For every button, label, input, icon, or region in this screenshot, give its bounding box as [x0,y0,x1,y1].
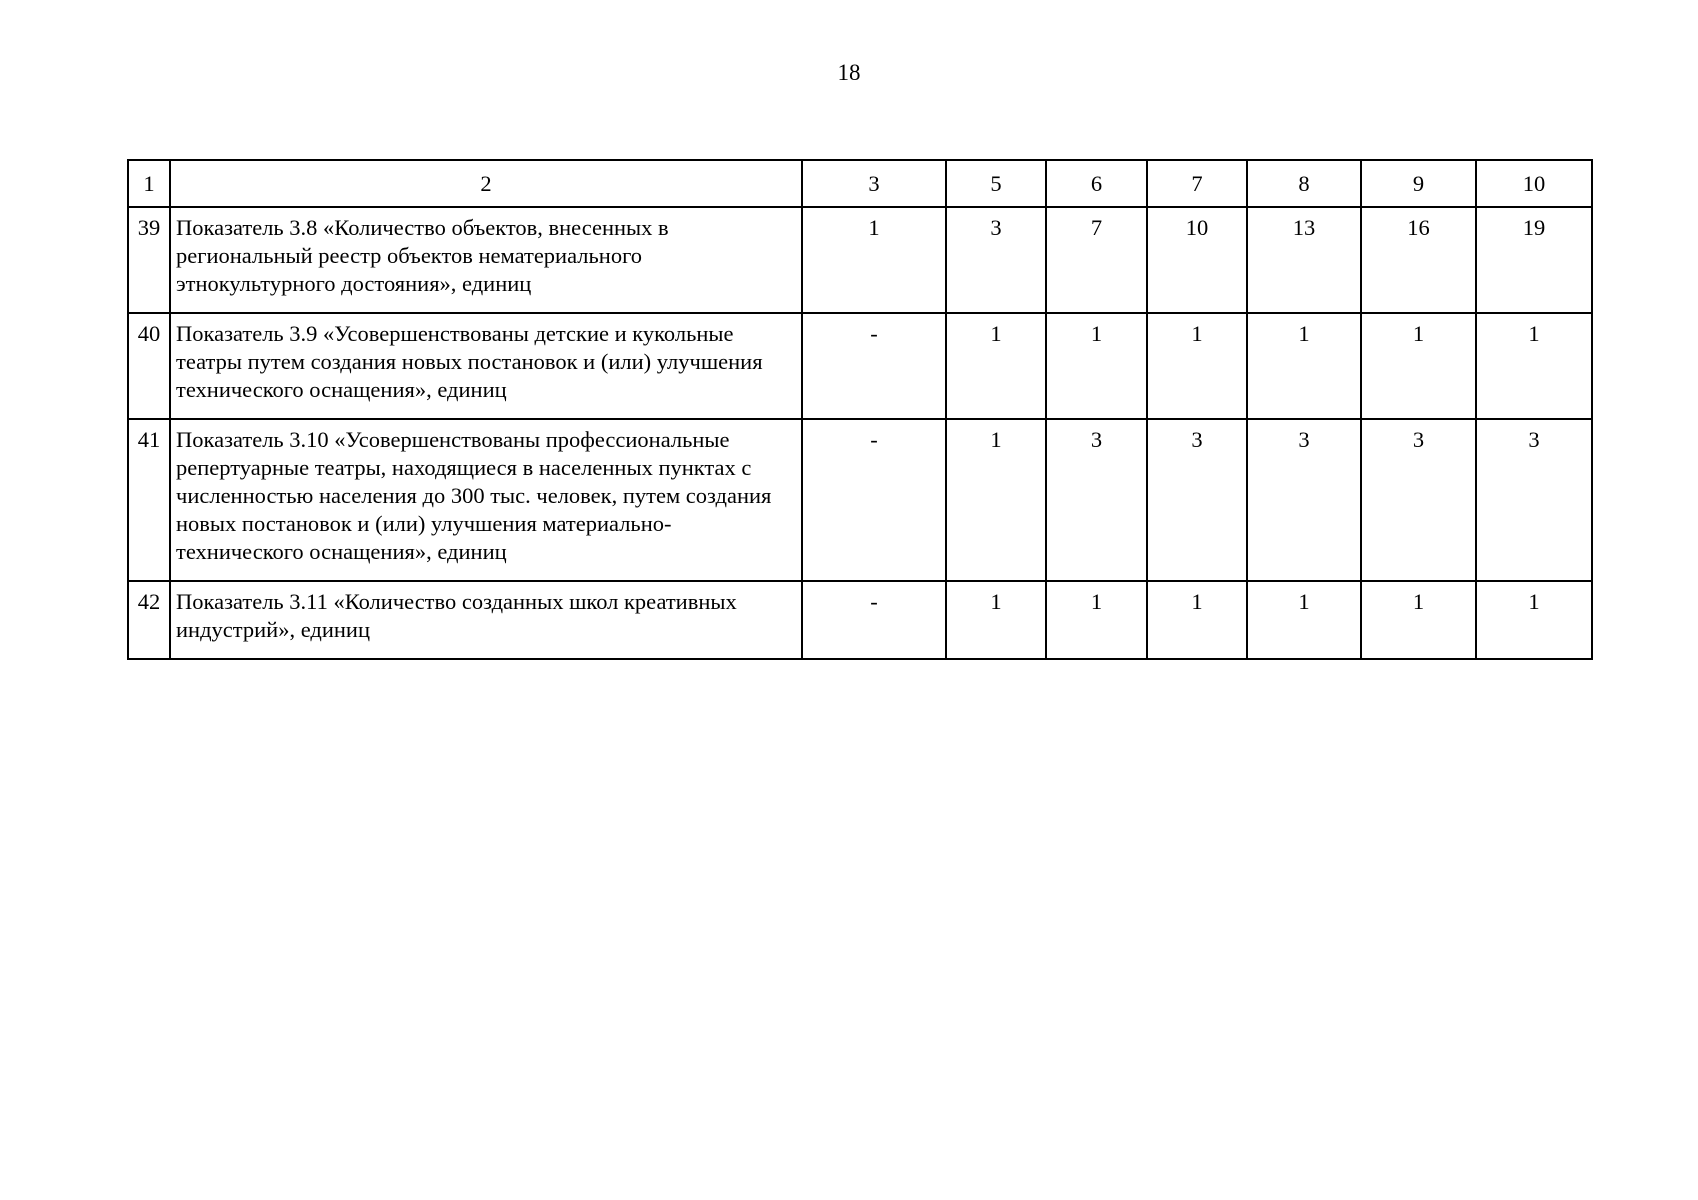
value-cell: 1 [1147,581,1247,659]
value-cell: - [802,313,946,419]
value-cell: 1 [946,419,1046,581]
value-cell: 1 [1046,313,1147,419]
value-cell: 1 [1247,581,1361,659]
indicator-description: Показатель 3.9 «Усовершенствованы детские и кукольные театры путем создания новых постановок и (или) улучшения технического оснащения», единиц [170,313,802,419]
header-cell: 9 [1361,160,1476,207]
value-cell: 3 [1147,419,1247,581]
header-cell: 8 [1247,160,1361,207]
table-row [128,313,1592,419]
value-cell: 1 [1147,313,1247,419]
header-cell: 1 [128,160,170,207]
value-cell: 13 [1247,207,1361,313]
table-row [128,419,1592,581]
value-cell: 1 [1476,581,1592,659]
indicator-description: Показатель 3.10 «Усовершенствованы профессиональные репертуарные театры, находящиеся в населенных пунктах с численностью населения до 300 тыс. человек, путем создания новых постановок и (или) улучшения материально-технического оснащения», единиц [170,419,802,581]
value-cell: 3 [1476,419,1592,581]
value-cell: 1 [946,313,1046,419]
row-number: 42 [128,581,170,659]
indicator-description: Показатель 3.8 «Количество объектов, внесенных в региональный реестр объектов нематериального этнокультурного достояния», единиц [170,207,802,313]
indicator-description: Показатель 3.11 «Количество созданных школ креативных индустрий», единиц [170,581,802,659]
header-cell: 6 [1046,160,1147,207]
header-cell: 5 [946,160,1046,207]
value-cell: 1 [1247,313,1361,419]
header-cell: 3 [802,160,946,207]
value-cell: 10 [1147,207,1247,313]
row-number: 39 [128,207,170,313]
value-cell: - [802,581,946,659]
value-cell: 3 [1247,419,1361,581]
table-row [128,207,1592,313]
value-cell: 1 [946,581,1046,659]
value-cell: 19 [1476,207,1592,313]
value-cell: 1 [1046,581,1147,659]
value-cell: 1 [1476,313,1592,419]
indicators-table [127,159,1593,660]
value-cell: 3 [1046,419,1147,581]
value-cell: 1 [1361,581,1476,659]
value-cell: 16 [1361,207,1476,313]
value-cell: 7 [1046,207,1147,313]
value-cell: 3 [946,207,1046,313]
table-header-row [128,160,1592,207]
header-cell: 2 [170,160,802,207]
row-number: 40 [128,313,170,419]
value-cell: - [802,419,946,581]
value-cell: 1 [1361,313,1476,419]
header-cell: 10 [1476,160,1592,207]
value-cell: 1 [802,207,946,313]
page-number: 18 [837,60,861,85]
table-row [128,581,1592,659]
row-number: 41 [128,419,170,581]
value-cell: 3 [1361,419,1476,581]
header-cell: 7 [1147,160,1247,207]
